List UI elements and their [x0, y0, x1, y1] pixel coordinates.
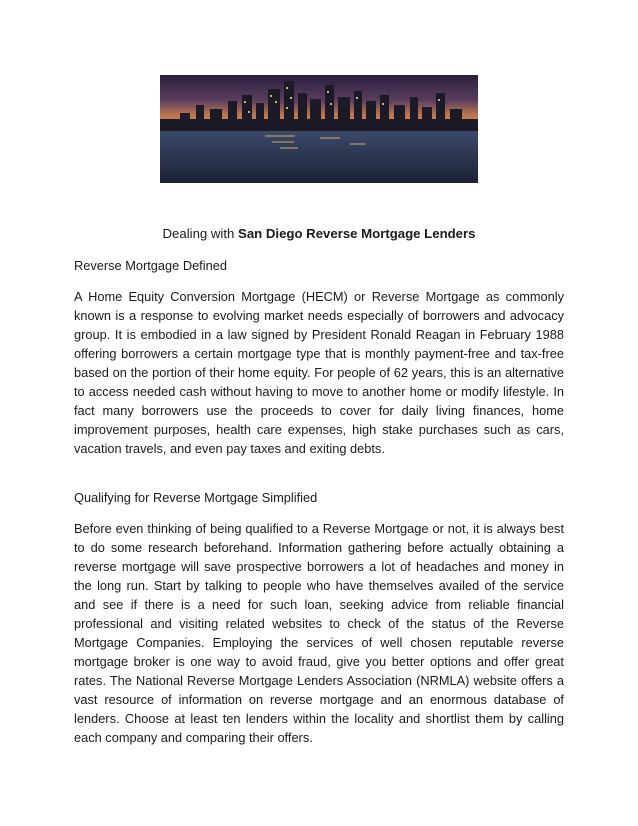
section-body-1: A Home Equity Conversion Mortgage (HECM) or Reverse Mortgage as commonly known is a response to evolving market needs especially of borrowers and advocacy group. It is embodied in a law signed by President Ronald Reagan in February 1988 offering borrowers a certain mortgage type that is monthly payment-free and tax-free based on the portion of their home equity. For people of 62 years, this is an alternative to access needed cash without having to move to another home or modify lifestyle. In fact many borrowers use the proceeds to cover for daily living finances, home improvement purposes, health care expenses, high stake purchases such as cars, vacation travels, and even pay taxes and exiting debts. — [74, 289, 564, 456]
document-title — [0, 225, 638, 243]
skyline-image — [160, 75, 478, 183]
section-heading-1: Reverse Mortgage Defined — [74, 258, 227, 273]
city-skyline-photo — [160, 75, 478, 183]
section-heading-2: Qualifying for Reverse Mortgage Simplified — [74, 490, 318, 505]
section-body-2: Before even thinking of being qualified to a Reverse Mortgage or not, it is always best to do some research beforehand. Information gathering before actually obtaining a reverse mortgage will save prospective borrowers a lot of headaches and money in the long run. Start by talking to people who have themselves availed of the service and see if there is a need for such loan, seeking advice from reliable financial professional and visiting related websites to check of the status of the Reverse Mortgage Companies. Employing the services of well chosen reputable reverse mortgage broker is one way to avoid fraud, give you better options and offer great rates. The National Reverse Mortgage Lenders Association (NRMLA) website offers a vast resource of information on reverse mortgage and an enormous database of lenders. Choose at least ten lenders within the locality and shortlist them by calling each company and comparing their offers. — [74, 521, 564, 745]
title-bold: San Diego Reverse Mortgage Lenders — [238, 226, 476, 241]
title-prefix: Dealing with — [162, 226, 235, 241]
